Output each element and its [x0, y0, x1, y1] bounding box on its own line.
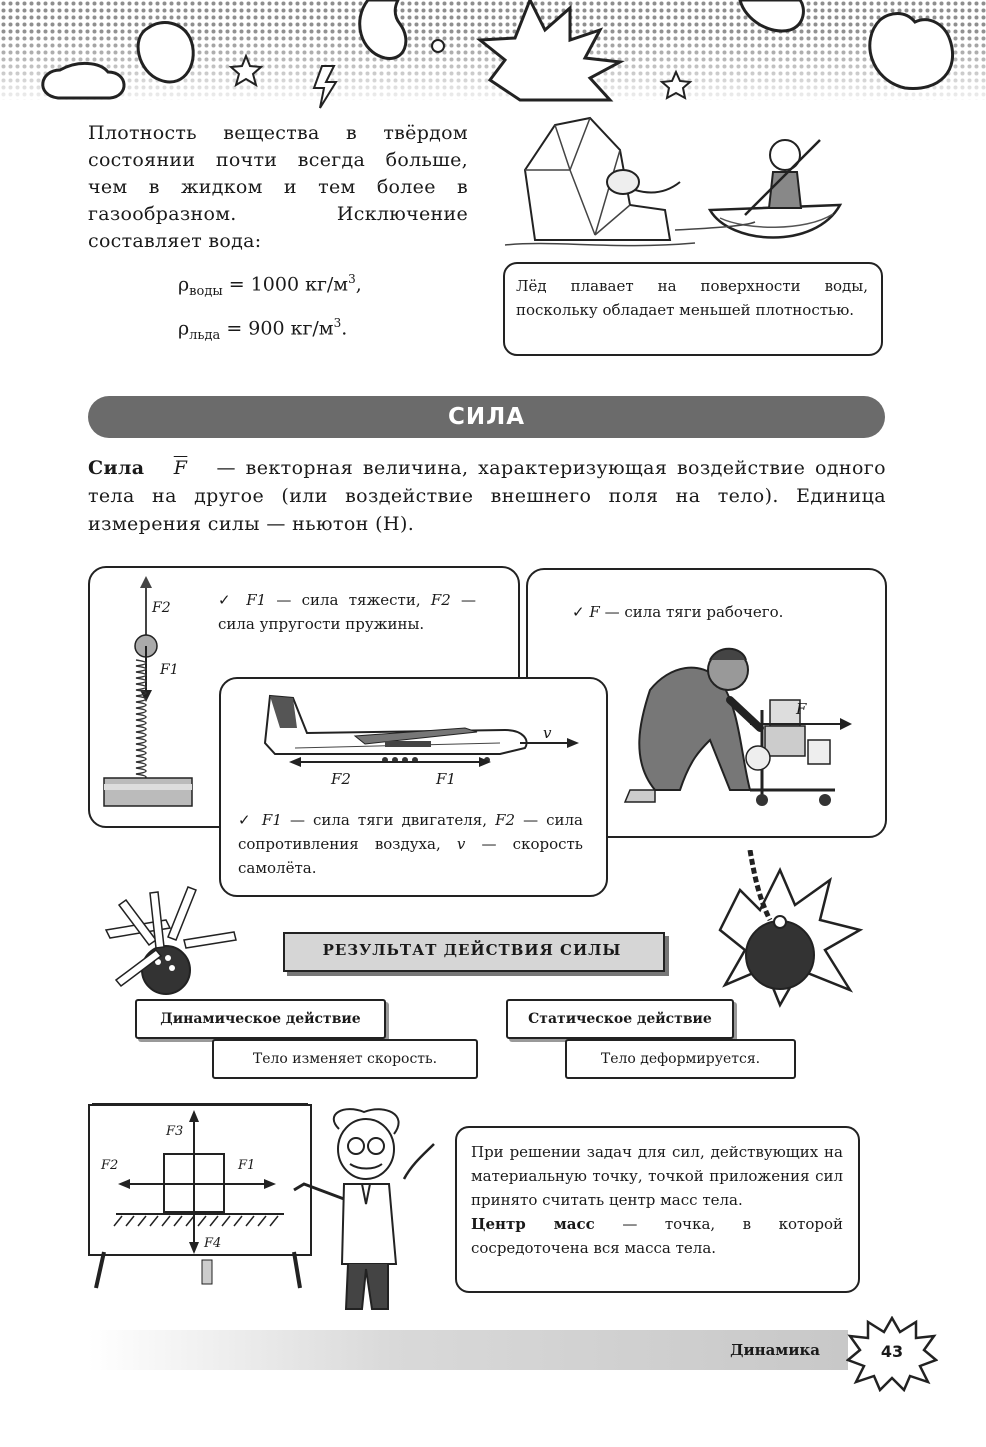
dynamic-action-description: Тело изменяет скорость.	[212, 1039, 478, 1079]
board-label-f3: F3	[166, 1124, 184, 1139]
professor-note: При решении задач для сил, действующих на материальную точку, точкой приложения сил принято считать центр масс тела. Центр масс — точка, в которой сосредоточена вся масса тела.	[471, 1143, 843, 1257]
force-diagram	[84, 1098, 314, 1293]
static-action-label: Статическое действие	[506, 999, 734, 1039]
page-number: 43	[880, 1342, 904, 1361]
board-label-f2: F2	[101, 1158, 119, 1173]
footer-section-name: Динамика	[730, 1341, 820, 1359]
board-label-f4: F4	[204, 1236, 222, 1251]
definition-symbol: $\overline{F}$	[173, 457, 188, 479]
worker-note: ✓ F — сила тяги рабочего.	[572, 603, 784, 621]
formula-water-density: $\rho_{воды} = 1000$ $кг/м^3$,	[178, 272, 362, 300]
plane-note: ✓ F1 — сила тяги двигателя, F2 — сила сопротивления воздуха, v — скорость самолёта.	[238, 811, 583, 877]
spring-note: ✓ F1 — сила тяжести, F2 — сила упругости пружины.	[218, 591, 476, 633]
professor-illustration	[284, 1104, 454, 1319]
force-definition	[88, 454, 886, 538]
plane-label-f1: F1	[436, 770, 456, 788]
plane-label-f2: F2	[331, 770, 351, 788]
spring-label-f1: F1	[160, 662, 179, 678]
ice-boat-illustration	[495, 110, 885, 265]
worker-cart-illustration	[610, 640, 870, 815]
dynamic-action-label: Динамическое действие	[135, 999, 386, 1039]
definition-term: Сила	[88, 457, 145, 479]
result-title: РЕЗУЛЬТАТ ДЕЙСТВИЯ СИЛЫ	[322, 941, 622, 959]
static-action-description: Тело деформируется.	[565, 1039, 796, 1079]
spring-illustration	[100, 574, 200, 814]
section-title: СИЛА	[447, 404, 526, 430]
ice-caption: Лёд плавает на поверхности воды, поскольку обладает меньшей плотностью.	[516, 277, 868, 319]
density-paragraph: Плотность вещества в твёрдом состоянии почти всегда больше, чем в жидком и тем более в газообразном. Исключение составляет вода:	[88, 122, 468, 252]
definition-text: — векторная величина, характеризующая воздействие одного тела на другое (или воздействие внешнего поля на тело). Единица измерения силы — ньютон (Н).	[88, 457, 886, 535]
halftone-decoration	[0, 0, 986, 110]
formula-ice-density: $\rho_{льда} = 900$ $кг/м^3$.	[178, 316, 348, 344]
worker-label-f: F	[796, 700, 807, 718]
airplane-illustration	[255, 688, 585, 798]
spring-label-f2: F2	[152, 600, 171, 616]
wrecking-ball-illustration	[700, 850, 870, 1010]
plane-label-v: v	[543, 724, 552, 742]
bowling-illustration	[86, 880, 246, 1000]
board-label-f1: F1	[238, 1158, 256, 1173]
